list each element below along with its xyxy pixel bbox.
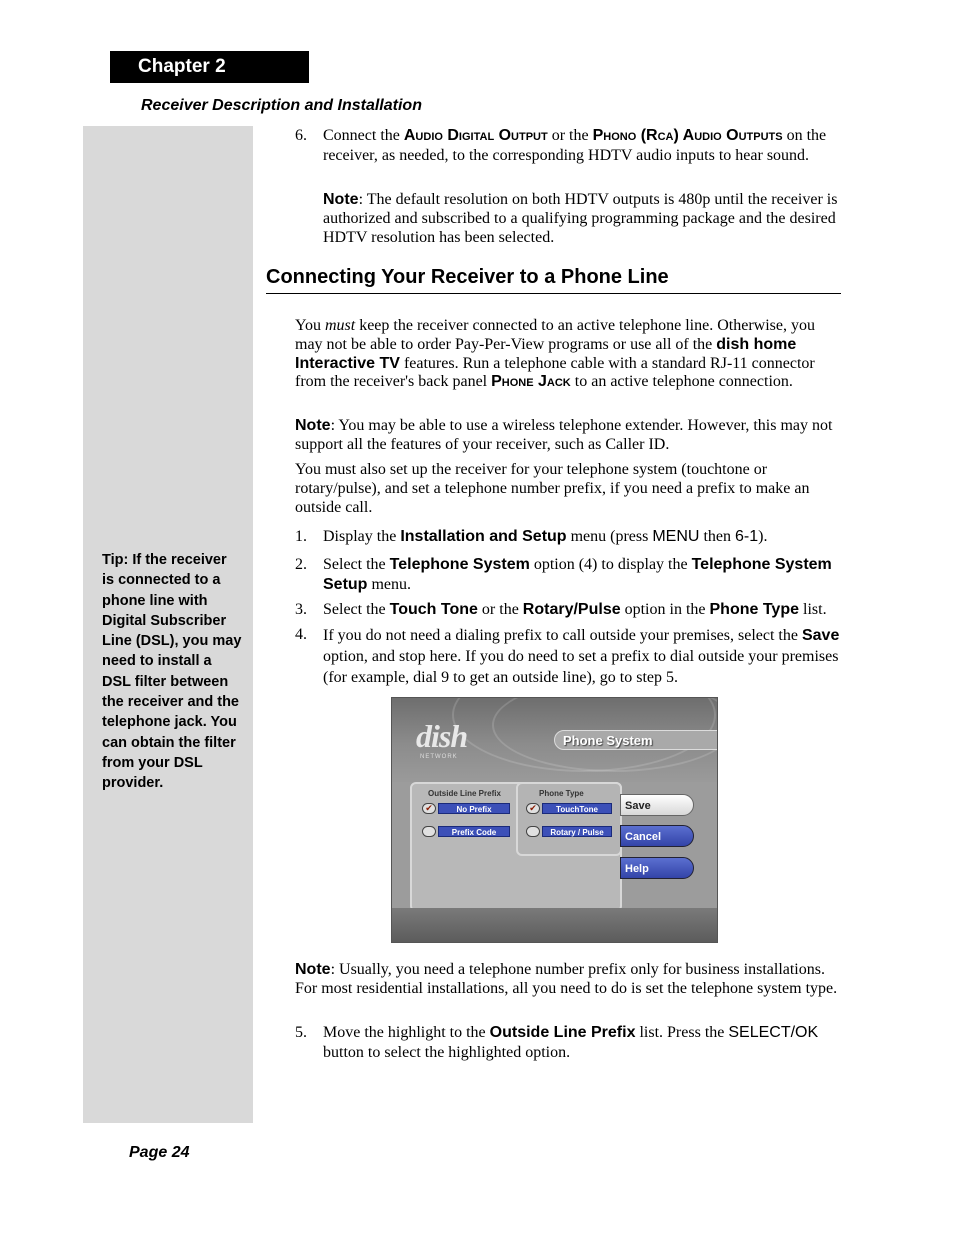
audio-digital-output-term: Audio Digital Output: [403, 127, 548, 144]
paragraph-telephone-system: You must also set up the receiver for your telephone system (touchtone or rotary/pulse), and set a telephone number prefix, if you need a prefix to make an outside call.: [295, 461, 810, 516]
step-number: 4.: [295, 626, 307, 643]
help-button[interactable]: Help: [620, 857, 694, 879]
step-3-text: Select the Touch Tone or the Rotary/Pulse option in the Phone Type list.: [323, 601, 827, 618]
note-1: Note: The default resolution on both HDTV outputs is 480p until the receiver is authorized and subscribed to a qualifying programming package and the desired HDTV resolution has been selected.: [323, 191, 838, 246]
phone-type-label: Phone Type: [539, 789, 584, 798]
phono-audio-outputs-term: Phono (Rca) Audio Outputs: [592, 127, 783, 144]
step-number: 3.: [295, 601, 307, 618]
step-5-text: Move the highlight to the Outside Line Prefix list. Press the SELECT/OK button to select the highlighted option.: [323, 1024, 819, 1061]
page-number: Page 24: [129, 1144, 190, 1161]
cancel-button[interactable]: Cancel: [620, 825, 694, 847]
step-number: 2.: [295, 556, 307, 573]
phone-jack-term: Phone Jack: [491, 373, 571, 391]
touchtone-option[interactable]: TouchTone: [542, 803, 612, 814]
select-ok-key: SELECT/OK: [728, 1024, 819, 1041]
menu-key: MENU: [652, 528, 700, 545]
outside-line-prefix-label: Outside Line Prefix: [428, 789, 501, 798]
step-6-text: Connect the Audio Digital Output or the Phono (Rca) Audio Outputs on the receiver, as needed, to the corresponding HDTV audio inputs to hear sound.: [323, 127, 827, 164]
step-2-text: Select the Telephone System option (4) to display the Telephone System Setup menu.: [323, 556, 832, 593]
step-1-text: Display the Installation and Setup menu (press MENU then 6-1).: [323, 528, 768, 545]
step-number: 6.: [295, 127, 307, 144]
rotary-pulse-option[interactable]: Rotary / Pulse: [542, 826, 612, 837]
radio-icon: [422, 826, 436, 837]
note-3: Note: Usually, you need a telephone number prefix only for business installations. For most residential installations, all you need to do is set the telephone system type.: [295, 961, 838, 997]
screen-title: Phone System: [554, 730, 718, 750]
no-prefix-option[interactable]: No Prefix: [438, 803, 510, 814]
step-4-text: If you do not need a dialing prefix to call outside your premises, select the Save option, and stop here. If you do need to set a prefix to dial outside your premises (for example, dial 9 to get an outside line), go to step 5.: [323, 627, 840, 686]
step-number: 5.: [295, 1024, 307, 1041]
tip-text: Tip: If the receiver is connected to a phone line with Digital Subscriber Line (DSL), you may need to install a DSL filter between the receiver and the telephone jack. You can obtain the filter from your DSL provider.: [102, 552, 242, 792]
section-title: Receiver Description and Installation: [141, 97, 422, 114]
prefix-code-option[interactable]: Prefix Code: [438, 826, 510, 837]
note-2: Note: You may be able to use a wireless telephone extender. However, this may not support all the features of your receiver, such as Caller ID.: [295, 417, 833, 453]
step-number: 1.: [295, 528, 307, 545]
checkmark-icon: ✔: [526, 803, 540, 814]
phone-system-screenshot: [391, 697, 718, 943]
dish-logo: dish: [416, 718, 468, 754]
radio-icon: [526, 826, 540, 837]
dish-logo-sub: NETWORK: [420, 754, 458, 760]
chapter-label: Chapter 2: [110, 51, 309, 83]
section-heading: Connecting Your Receiver to a Phone Line: [266, 266, 841, 294]
save-button[interactable]: Save: [620, 794, 694, 816]
paragraph-phone-line: You must keep the receiver connected to an active telephone line. Otherwise, you may not be able to order Pay-Per-View programs or use all of the dish home Interactive TV features. Run a telephone cable with a standard RJ-11 connector from the receiver's back panel Phone Jack to an active telephone connection.: [295, 317, 815, 391]
dish-term: dish home Interactive TV: [295, 335, 797, 372]
checkmark-icon: ✔: [422, 803, 436, 814]
